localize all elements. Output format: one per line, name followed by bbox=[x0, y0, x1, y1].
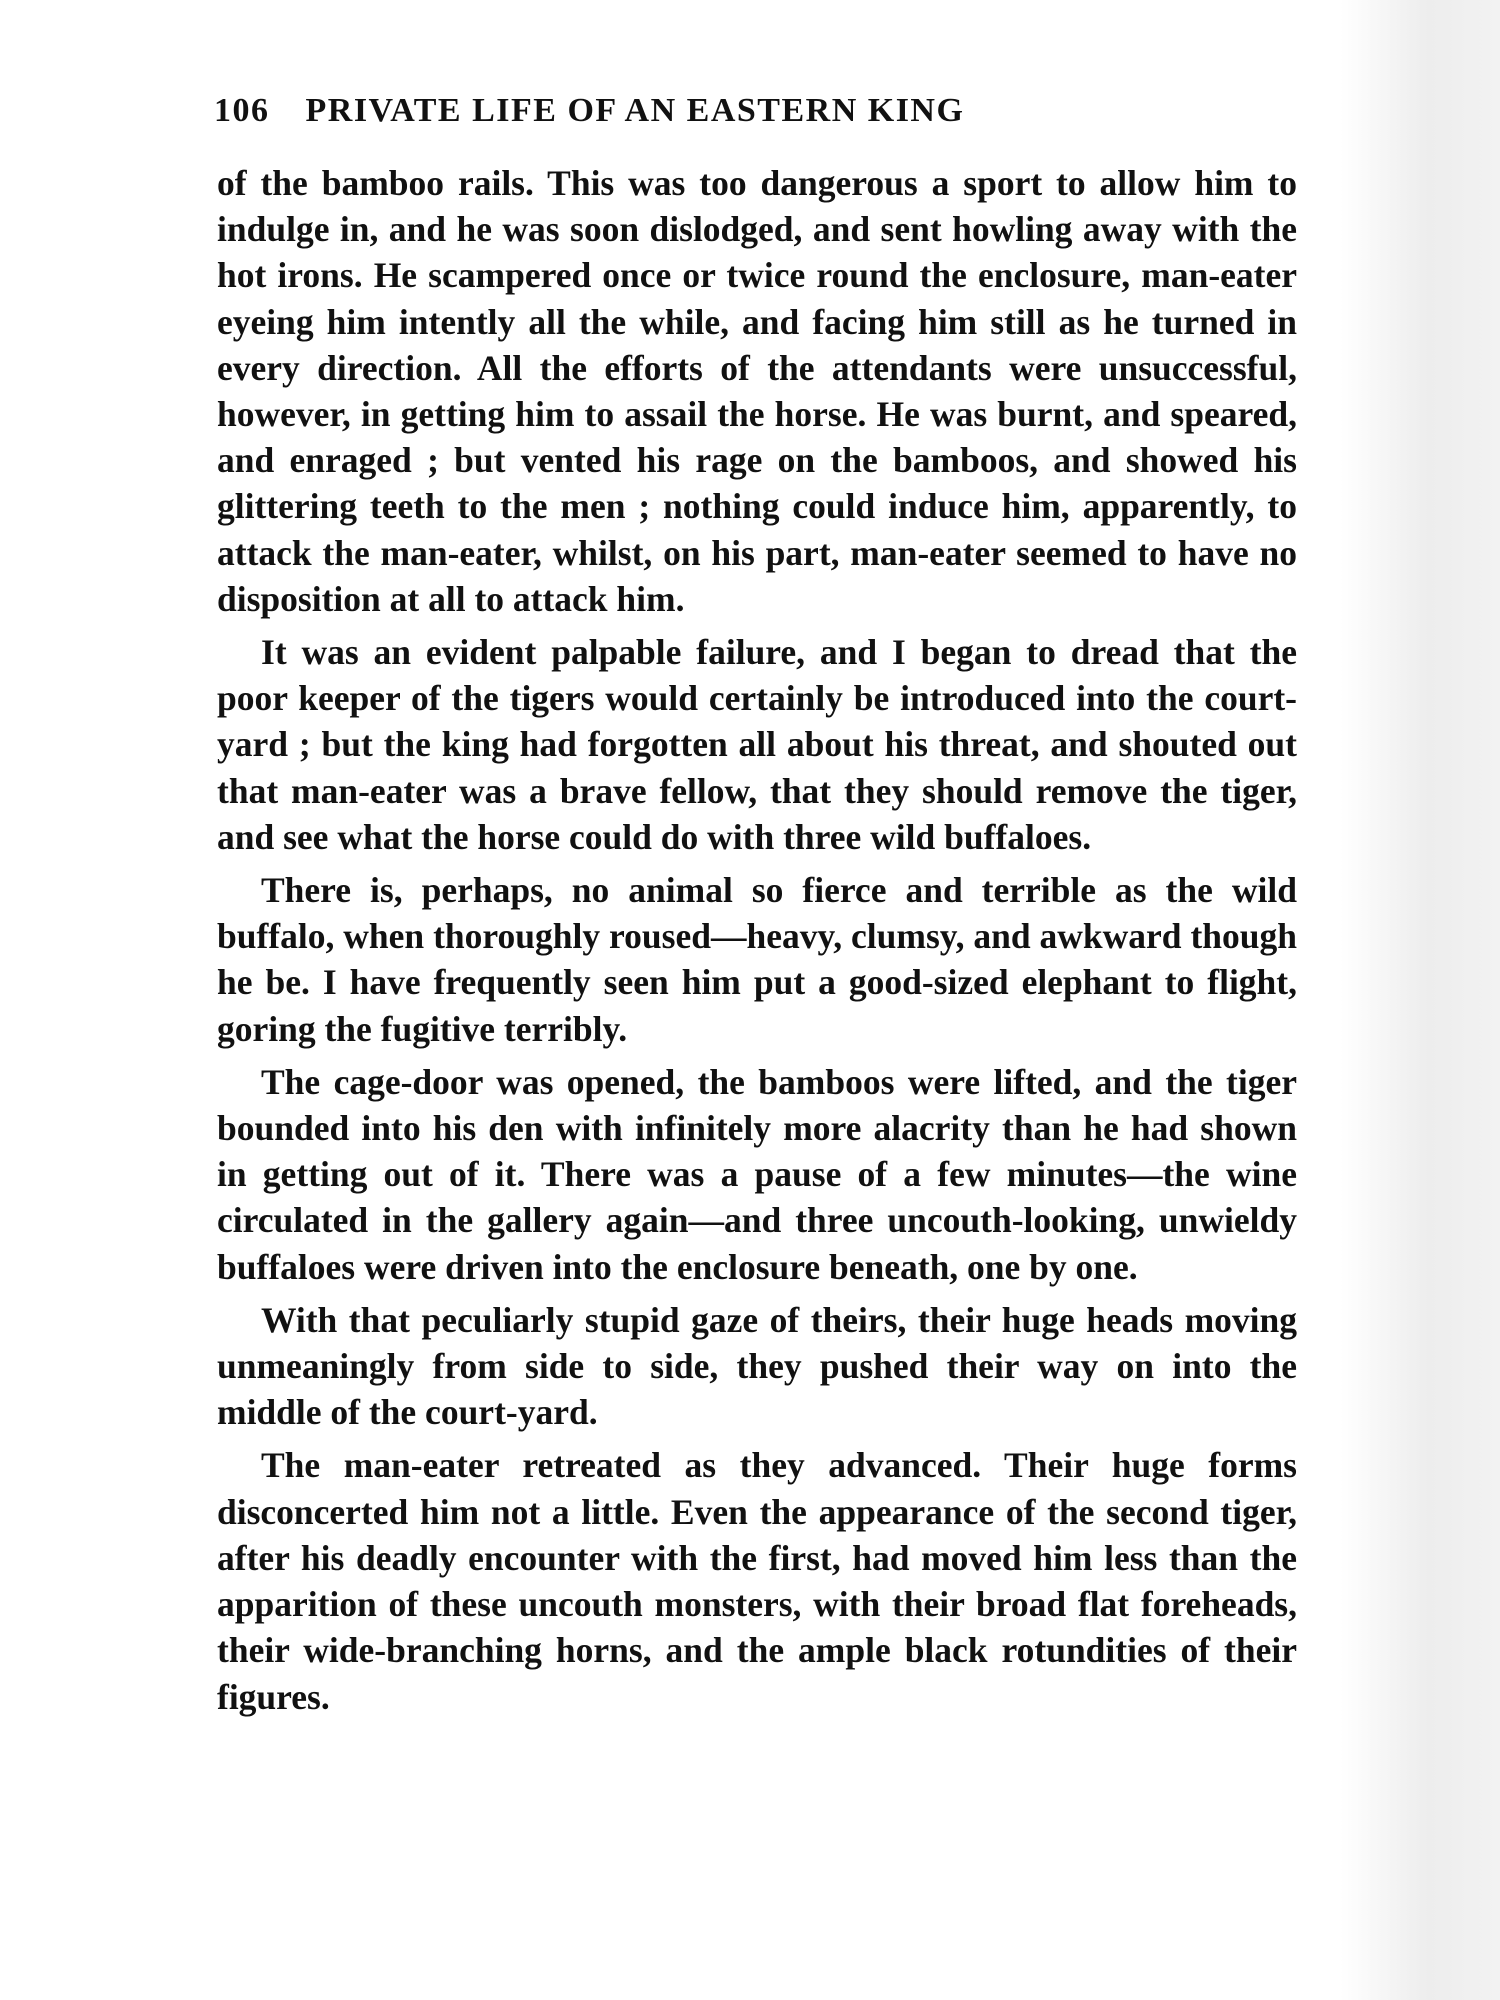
page-number: 106 bbox=[214, 92, 270, 129]
page-edge-shadow bbox=[1340, 0, 1500, 2000]
paragraph: It was an evident palpable failure, and I began to dread that the poor keeper of the tigers would certainly be introduced into the court-yard ; but the king had forgotten all about his threat, and shouted out that man-eater was a brave fellow, that they should remove the tiger, and see what the horse could do with three wild buffaloes. bbox=[217, 632, 1297, 857]
paragraph-continued: of the bamboo rails. This was too dangerous a sport to allow him to indulge in, and he was soon dislodged, and sent howling away with the hot irons. He scampered once or twice round the enclosure, man-eater eyeing him intently all the while, and facing him still as he turned in every direction. All the efforts of the attendants were unsuccessful, however, in getting him to assail the horse. He was burnt, and speared, and enraged ; but vented his rage on the bamboos, and showed his glittering teeth to the men ; nothing could induce him, apparently, to attack the man-eater, whilst, on his part, man-eater seemed to have no disposition at all to attack him. bbox=[217, 163, 1297, 619]
running-title: PRIVATE LIFE OF AN EASTERN KING bbox=[305, 92, 965, 129]
paragraph: With that peculiarly stupid gaze of theirs, their huge heads moving unmeaningly from side to side, they pushed their way on into the middle of the court-yard. bbox=[217, 1299, 1297, 1433]
paragraph: The man-eater retreated as they advanced. Their huge forms disconcerted him not a little. Even the appearance of the second tiger, after his deadly encounter with the first, had moved him less than the apparition of these uncouth monsters, with their broad flat foreheads, their wide-branching horns, and the ample black rotundities of their figures. bbox=[217, 1445, 1297, 1717]
body-text bbox=[217, 160, 1297, 1727]
paragraph: The cage-door was opened, the bamboos were lifted, and the tiger bounded into his den with infinitely more alacrity than he had shown in getting out of it. There was a pause of a few minutes—the wine circulated in the gallery again—and three uncouth-looking, unwieldy buffaloes were driven into the enclosure beneath, one by one. bbox=[217, 1061, 1297, 1287]
paragraph: There is, perhaps, no animal so fierce and terrible as the wild buffalo, when thoroughly roused—heavy, clumsy, and awkward though he be. I have frequently seen him put a good-sized elephant to flight, goring the fugitive terribly. bbox=[217, 870, 1297, 1049]
running-header bbox=[214, 88, 1174, 134]
